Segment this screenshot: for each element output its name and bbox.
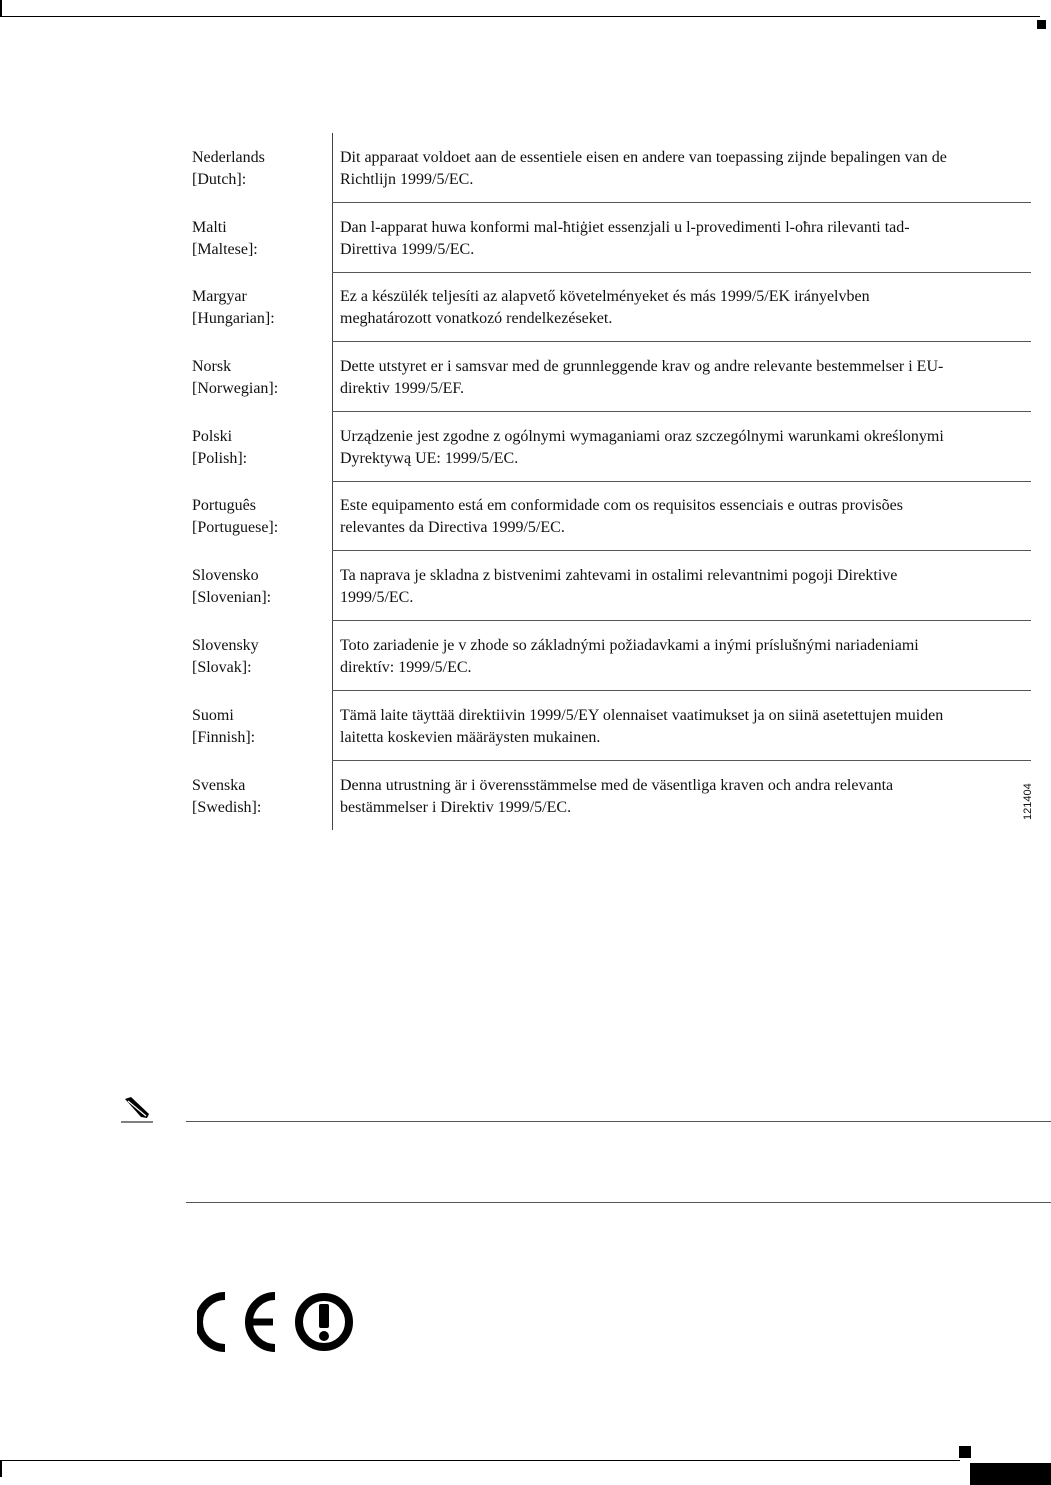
language-cell: [192, 635, 322, 679]
declaration-line: Richtlijn 1999/5/EC.: [340, 171, 474, 188]
page-tab: [970, 1463, 1051, 1485]
pencil-note-icon: [119, 1095, 155, 1125]
declaration-line: Toto zariadenie je v zhode so základnými požiadavkami a inými príslušnými nariadeniami: [340, 637, 919, 654]
language-english: [Maltese]:: [192, 241, 258, 258]
table-row: [180, 272, 1031, 342]
language-english: [Finnish]:: [192, 729, 256, 746]
language-name: Slovensko: [192, 567, 259, 584]
note-rule-bottom: [186, 1202, 1051, 1203]
table-row: [180, 761, 1031, 831]
figure-id: 121404: [1022, 783, 1034, 820]
language-name: Português: [192, 497, 256, 514]
table-row: [180, 621, 1031, 691]
declaration-line: bestämmelser i Direktiv 1999/5/EC.: [340, 799, 572, 816]
language-english: [Dutch]:: [192, 171, 247, 188]
language-english: [Hungarian]:: [192, 310, 275, 327]
footer-rule: [0, 1460, 960, 1461]
language-english: [Swedish]:: [192, 799, 262, 816]
language-name: Svenska: [192, 777, 246, 794]
declaration-cell: [340, 635, 1026, 679]
table-row: [180, 133, 1031, 203]
declaration-cell: [340, 217, 1026, 261]
declaration-line: Dan l-apparat huwa konformi mal-ħtiġiet essenzjali u l-provedimenti l-oħra rilevanti tad-: [340, 219, 910, 236]
footer-marker: [959, 1446, 971, 1458]
table-row: [180, 203, 1031, 273]
language-english: [Portuguese]:: [192, 519, 279, 536]
declaration-line: direktív: 1999/5/EC.: [340, 659, 472, 676]
declaration-cell: [340, 286, 1026, 330]
language-name: Norsk: [192, 358, 232, 375]
declaration-line: Ez a készülék teljesíti az alapvető követelményeket és más 1999/5/EK irányelvben: [340, 288, 870, 305]
table-row: [180, 412, 1031, 482]
table-row: [180, 342, 1031, 412]
declaration-cell: [340, 565, 1026, 609]
language-cell: [192, 495, 322, 539]
language-english: [Polish]:: [192, 450, 248, 467]
declaration-line: Denna utrustning är i överensstämmelse med de väsentliga kraven och andra relevanta: [340, 777, 894, 794]
language-cell: [192, 426, 322, 470]
declaration-cell: [340, 495, 1026, 539]
declaration-cell: [340, 426, 1026, 470]
declaration-table: [180, 133, 1031, 830]
declaration-line: Tämä laite täyttää direktiivin 1999/5/EY olennaiset vaatimukset ja on siinä asetettujen muiden: [340, 707, 944, 724]
language-cell: [192, 565, 322, 609]
declaration-line: meghatározott vonatkozó rendelkezéseket.: [340, 310, 613, 327]
header-marker: [1037, 20, 1046, 29]
header-tick: [0, 0, 2, 17]
declaration-line: Urządzenie jest zgodne z ogólnymi wymaganiami oraz szczególnymi warunkami określonymi: [340, 428, 944, 445]
table-row: [180, 551, 1031, 621]
declaration-line: relevantes da Directiva 1999/5/EC.: [340, 519, 565, 536]
footer-tick: [0, 1460, 2, 1477]
declaration-cell: [340, 356, 1026, 400]
language-cell: [192, 147, 322, 191]
declaration-line: direktiv 1999/5/EF.: [340, 380, 465, 397]
table-row: [180, 481, 1031, 551]
ce-alert-mark-icon: [197, 1290, 357, 1354]
language-name: Suomi: [192, 707, 234, 724]
declaration-line: laitetta koskevien määräysten mukainen.: [340, 729, 601, 746]
language-name: Polski: [192, 428, 233, 445]
declaration-cell: [340, 775, 1026, 819]
declaration-cell: [340, 147, 1026, 191]
note-rule-top: [186, 1121, 1051, 1122]
declaration-line: 1999/5/EC.: [340, 589, 414, 606]
declaration-line: Dit apparaat voldoet aan de essentiele eisen en andere van toepassing zijnde bepalingen van de: [340, 149, 947, 166]
language-cell: [192, 705, 322, 749]
declaration-line: Este equipamento está em conformidade com os requisitos essenciais e outras provisões: [340, 497, 903, 514]
language-cell: [192, 775, 322, 819]
language-name: Margyar: [192, 288, 247, 305]
table-row: [180, 691, 1031, 761]
declaration-line: Dette utstyret er i samsvar med de grunnleggende krav og andre relevante bestemmelser i EU-: [340, 358, 944, 375]
language-name: Slovensky: [192, 637, 259, 654]
language-cell: [192, 286, 322, 330]
language-english: [Slovenian]:: [192, 589, 272, 606]
language-english: [Norwegian]:: [192, 380, 279, 397]
header-rule: [0, 16, 1040, 17]
declaration-line: Direttiva 1999/5/EC.: [340, 241, 475, 258]
language-english: [Slovak]:: [192, 659, 252, 676]
language-cell: [192, 217, 322, 261]
language-cell: [192, 356, 322, 400]
declaration-line: Dyrektywą UE: 1999/5/EC.: [340, 450, 519, 467]
language-name: Nederlands: [192, 149, 265, 166]
declaration-cell: [340, 705, 1026, 749]
declaration-line: Ta naprava je skladna z bistvenimi zahtevami in ostalimi relevantnimi pogoji Direktive: [340, 567, 898, 584]
language-name: Malti: [192, 219, 227, 236]
